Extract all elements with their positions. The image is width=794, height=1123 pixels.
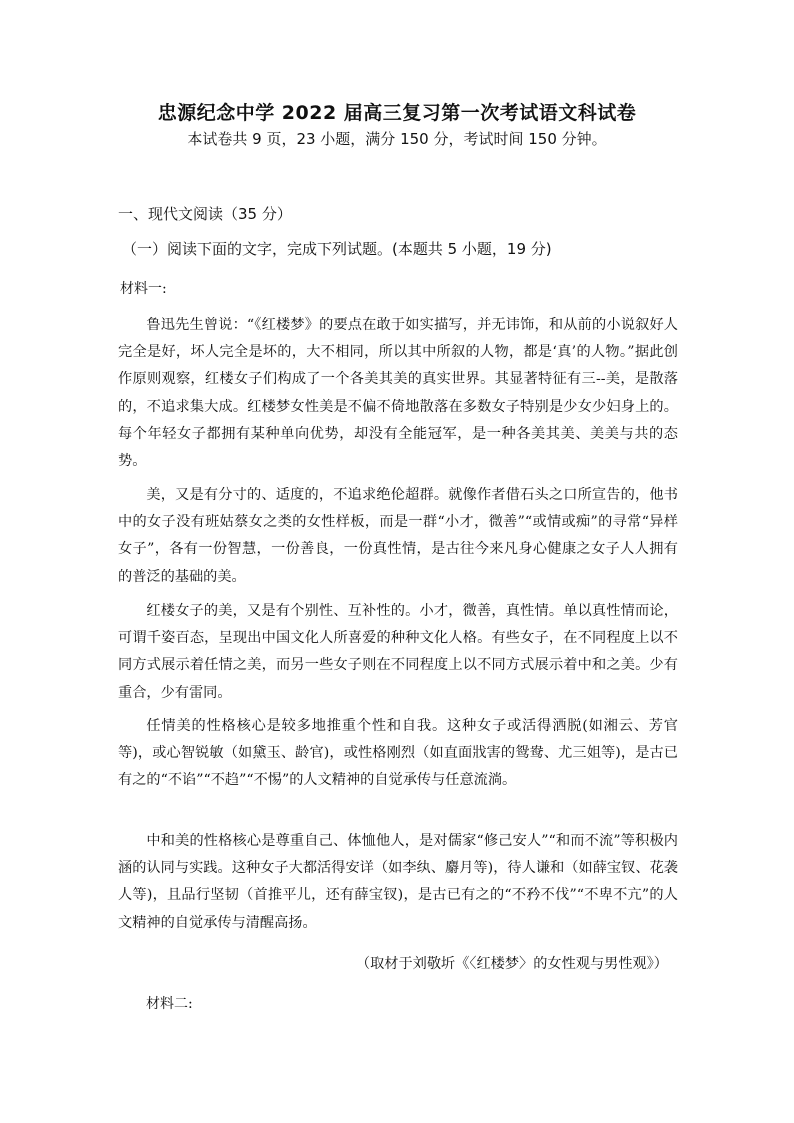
exam-subtitle: 本试卷共 9 页，23 小题，满分 150 分，考试时间 150 分钟。	[187, 130, 607, 148]
material-one-label: 材料一:	[120, 281, 167, 297]
section-subheading: （一）阅读下面的文字，完成下列试题。(本题共 5 小题，19 分)	[122, 240, 552, 258]
material-two-label: 材料二:	[146, 996, 193, 1012]
paragraph: 美，又是有分寸的、适度的，不追求绝伦超群。就像作者借石头之口所宣告的，他书中的女子没有班姑蔡女之类的女性样板，而是一群“小才，微善”“或情或痴”的寻常“异样女子”，各有一份智慧，一份善良，一份真性情，是古往今来凡身心健康之女子人人拥有的普泛的基础的美。	[118, 487, 678, 585]
paragraph: 任情美的性格核心是较多地推重个性和自我。这种女子或活得洒脱(如湘云、芳官等)，或心智锐敏（如黛玉、龄官)，或性格刚烈（如直面戕害的鸳鸯、尤三姐等)，是古已有之的“不谄”“不趋”“不惕”的人文精神的自觉承传与任意流淌。	[118, 718, 678, 789]
exam-title: 忠源纪念中学 2022 届高三复习第一次考试语文科试卷	[157, 102, 637, 124]
section-heading: 一、现代文阅读（35 分）	[118, 205, 292, 223]
source-citation: （取材于刘敬圻《〈红楼梦〉的女性观与男性观》）	[355, 956, 668, 972]
paragraph: 中和美的性格核心是尊重自己、体恤他人，是对儒家“修己安人”“和而不流”等积极内涵的认同与实践。这种女子大都活得安详（如李纨、麝月等)，待人谦和（如薛宝钗、花袭人等)，且品行坚韧（首推平儿，还有薛宝钗)，是古已有之的“不矜不伐”“不卑不亢”的人文精神的自觉承传与清醒高扬。	[118, 833, 678, 931]
paragraph: 鲁迅先生曾说：“《红楼梦》的要点在敢于如实描写，并无讳饰，和从前的小说叙好人完全是好，坏人完全是坏的，大不相同，所以其中所叙的人物，都是‘真’的人物。”据此创作原则观察，红楼女子们构成了一个各美其美的真实世界。其显著特征有三--美，是散落的，不追求集大成。红楼梦女性美是不偏不倚地散落在多数女子特别是少女少妇身上的。每个年轻女子都拥有某种单向优势，却没有全能冠军，是一种各美其美、美美与共的态势。	[118, 317, 678, 470]
paragraph: 红楼女子的美，又是有个别性、互补性的。小才，微善，真性情。单以真性情而论，可谓千姿百态，呈现出中国文化人所喜爱的种种文化人格。有些女子，在不同程度上以不同方式展示着任情之美，而另一些女子则在不同程度上以不同方式展示着中和之美。少有重合，少有雷同。	[118, 603, 678, 701]
